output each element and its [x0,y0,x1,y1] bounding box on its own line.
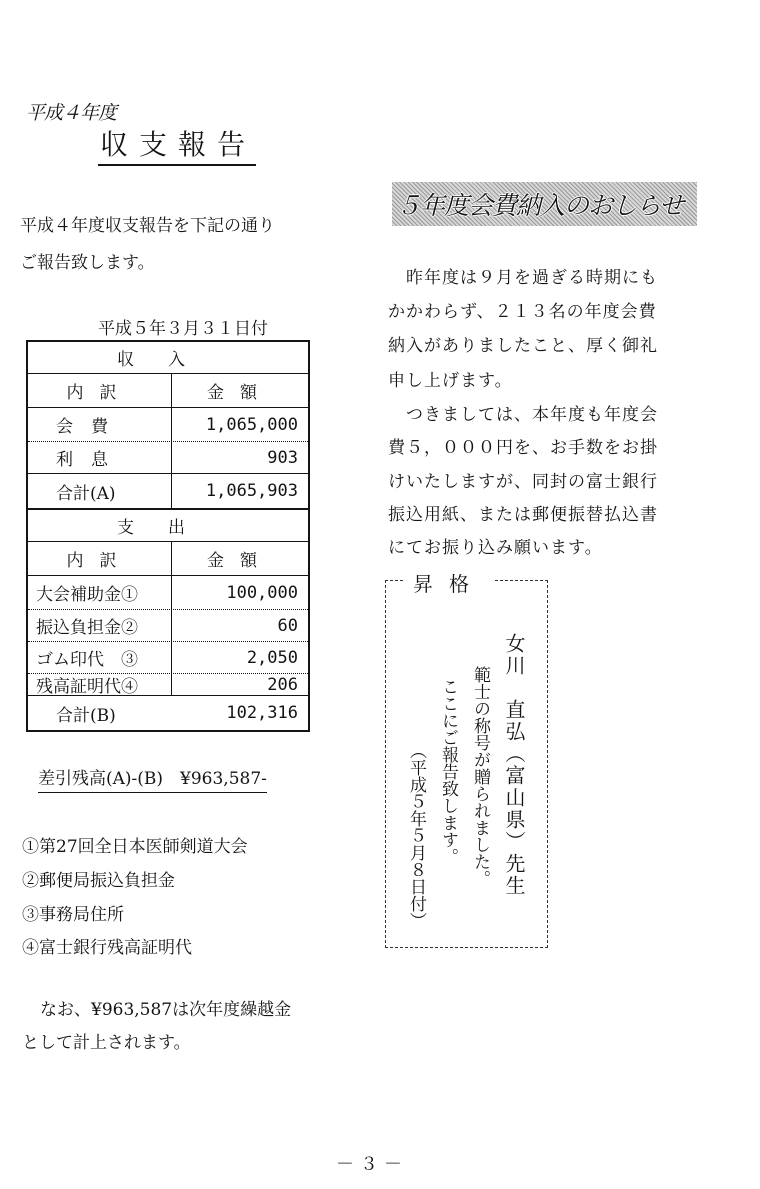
expense-header: 支出 [117,518,219,538]
income-header-row [28,342,308,374]
table-row [28,610,308,642]
promotion-line-1: 範士の称号が贈られました。 [470,666,490,887]
notice-line: 費５，０００円を、お手数をお掛 [388,438,658,458]
expense-total-row [28,696,308,730]
table-row [28,576,308,610]
income-col-amount: 金額 [207,383,273,403]
income-total: 1,065,903 [205,481,298,501]
notice-line: かかわらず、２１３名の年度会費 [388,302,657,322]
notice-line: 昨年度は９月を過ぎる時期にも [388,268,658,288]
closing-line-1: なお、¥963,587は次年度繰越金 [40,1000,292,1020]
expense-item: 振込負担金② [28,610,172,641]
income-col-item: 内訳 [28,374,172,407]
intro-line-2: ご報告致します。 [20,253,155,273]
intro-line-1: 平成４年度収支報告を下記の通り [20,216,275,236]
notice-line: 納入がありましたこと、厚く御礼 [388,336,658,356]
report-date: 平成５年３月３１日付 [98,319,268,339]
income-item: 会費 [28,408,172,441]
expense-col-amount: 金額 [207,551,273,571]
footnote-4: ④富士銀行残高証明代 [22,938,192,958]
expense-column-header-row [28,542,308,576]
promotion-date: （平成５年５月８日付） [406,742,426,929]
table-row [28,642,308,674]
notice-line: にてお振り込み願います。 [388,538,603,558]
table-row [28,674,308,696]
income-header: 収入 [117,350,219,370]
income-total-row [28,474,308,510]
income-column-header-row [28,374,308,408]
expense-item: 残高証明代④ [28,674,172,695]
ledger-table [26,340,310,732]
report-title: 収支報告 [98,128,256,166]
expense-amount: 60 [277,615,298,636]
notice-title: ５年度会費納入のおしらせ [396,191,684,220]
expense-amount: 100,000 [226,582,298,603]
fiscal-year-label: 平成４年度 [26,102,117,124]
notice-line: けいたしますが、同封の富士銀行 [388,472,658,492]
expense-amount: 2,050 [246,647,298,668]
closing-line-2: として計上されます。 [22,1033,191,1053]
expense-header-row [28,510,308,542]
expense-col-item: 内訳 [28,542,172,575]
balance-line: 差引残高(A)-(B) ¥963,587- [38,764,267,793]
notice-line: 振込用紙、または郵便振替払込書 [388,505,658,525]
notice-line: つきましては、本年度も年度会 [388,405,658,425]
income-item: 利息 [28,442,172,473]
promotion-name: 女川 直弘（富山県）先生 [502,633,526,897]
promotion-line-2: ここにご報告致します。 [438,678,458,865]
expense-item: 大会補助金① [28,576,172,609]
expense-item: ゴム印代 ③ [28,642,172,673]
promotion-title: 昇格 [405,568,493,597]
page-number: －３－ [336,1154,408,1175]
expense-total: 102,316 [226,703,298,723]
expense-amount: 206 [267,674,298,695]
table-row [28,408,308,442]
income-total-label: 合計(A) [28,474,172,508]
expense-total-label: 合計(B) [56,705,116,726]
income-amount: 1,065,000 [205,414,298,435]
table-row [28,442,308,474]
footnote-1: ①第27回全日本医師剣道大会 [22,837,248,857]
footnote-3: ③事務局住所 [22,905,124,925]
notice-line: 申し上げます。 [388,371,513,391]
footnote-2: ②郵便局振込負担金 [22,871,175,891]
income-amount: 903 [267,447,298,468]
